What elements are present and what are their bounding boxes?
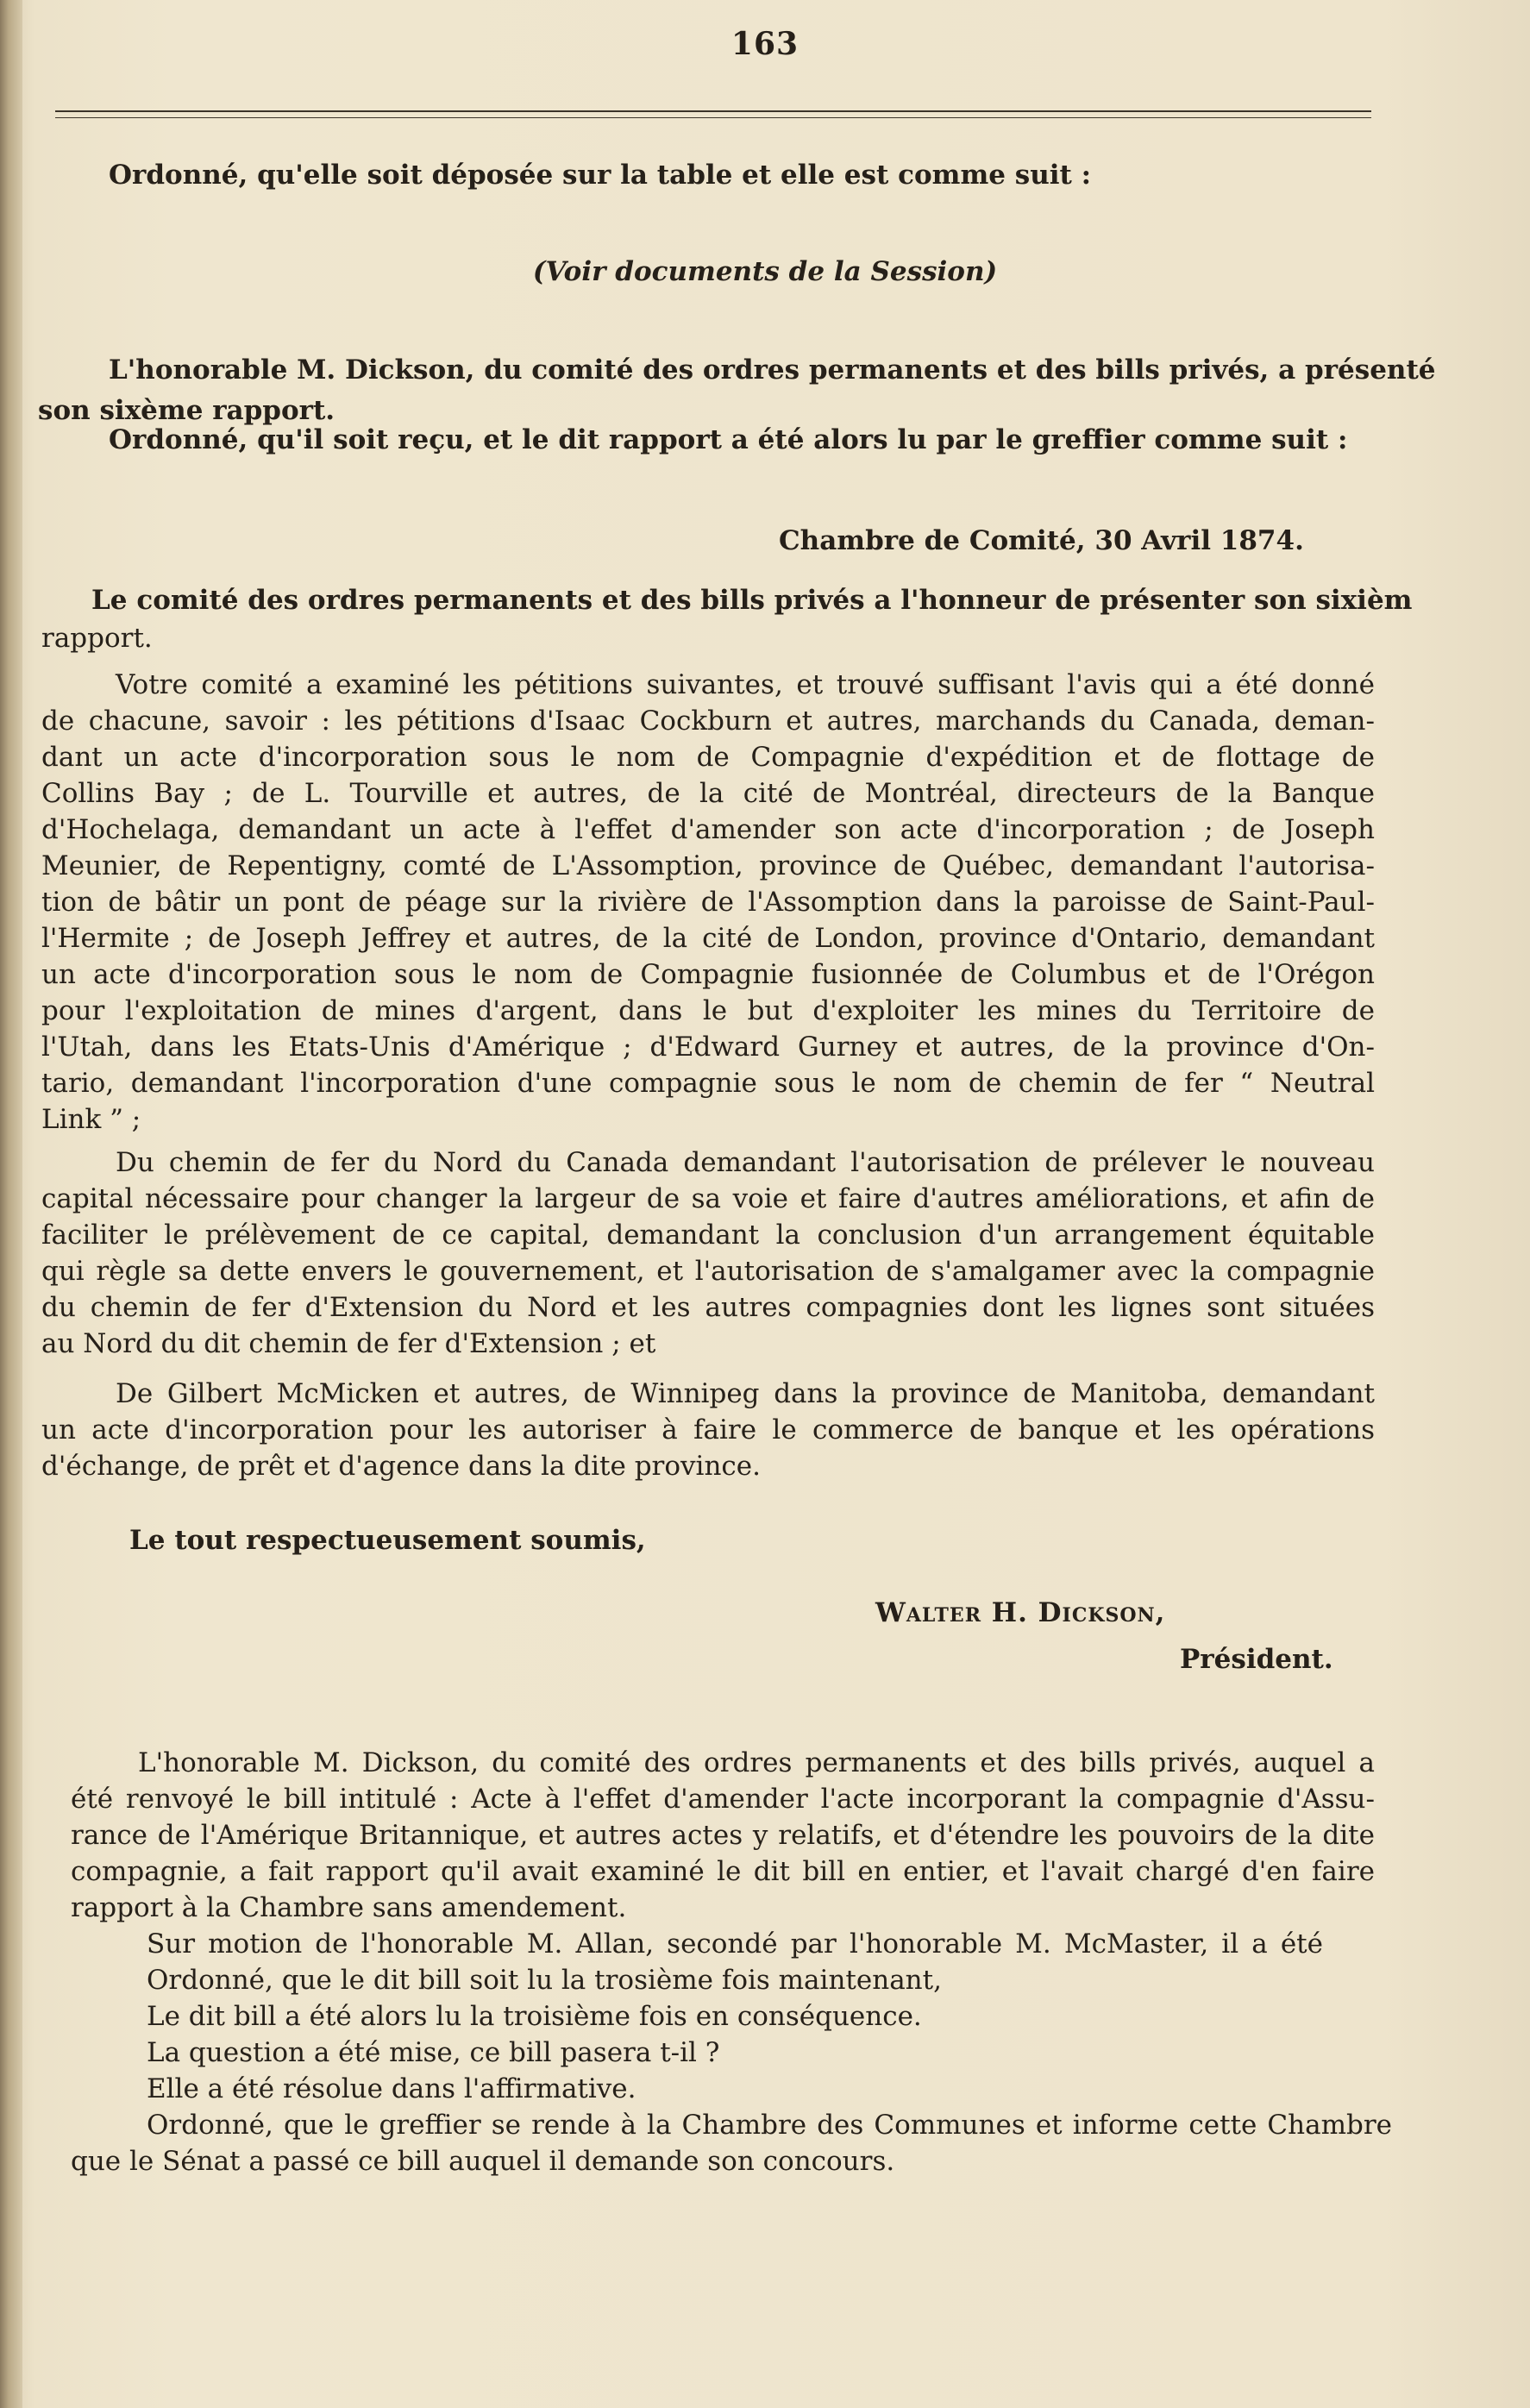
text-line-l18: pour l'exploitation de mines d'argent, dans le but d'exploiter les mines du Territoire de [41, 995, 1375, 1026]
text-line-l33: Président. [1180, 1644, 1333, 1675]
text-line-l43: Elle a été résolue dans l'affirmative. [147, 2073, 636, 2104]
header-rule-top [55, 110, 1371, 112]
header-rule-bottom [55, 117, 1371, 118]
page-number: 163 [731, 26, 799, 62]
text-line-l38: rapport à la Chambre sans amendement. [71, 1892, 627, 1923]
text-line-l07: Le comité des ordres permanents et des bills privés a l'honneur de présenter son sixièm [91, 585, 1413, 616]
text-line-l16: l'Hermite ; de Joseph Jeffrey et autres, de la cité de London, province d'Ontario, demandant [41, 923, 1375, 954]
text-line-l20: tario, demandant l'incorporation d'une compagnie sous le nom de chemin de fer “ Neutral [41, 1068, 1375, 1099]
text-line-l28: De Gilbert McMicken et autres, de Winnipeg dans la province de Manitoba, demandant [116, 1378, 1375, 1409]
text-line-l27: au Nord du dit chemin de fer d'Extension ; et [41, 1328, 656, 1359]
text-line-l21: Link ” ; [41, 1104, 141, 1135]
text-line-l10: de chacune, savoir : les pétitions d'Isaac Cockburn et autres, marchands du Canada, deman- [41, 705, 1375, 737]
text-line-l32: Walter H. Dickson, [875, 1597, 1166, 1628]
text-line-l09: Votre comité a examiné les pétitions suivantes, et trouvé suffisant l'avis qui a été donné [116, 669, 1375, 700]
text-line-l12: Collins Bay ; de L. Tourville et autres, de la cité de Montréal, directeurs de la Banque [41, 778, 1375, 809]
text-line-l26: du chemin de fer d'Extension du Nord et les autres compagnies dont les lignes sont situées [41, 1292, 1375, 1323]
text-line-l44: Ordonné, que le greffier se rende à la Chambre des Communes et informe cette Chambre [147, 2110, 1392, 2141]
text-line-l29: un acte d'incorporation pour les autoriser à faire le commerce de banque et les opérations [41, 1414, 1375, 1445]
text-line-l02: (Voir documents de la Session) [532, 256, 998, 287]
text-line-l08: rapport. [41, 623, 153, 654]
text-line-l25: qui règle sa dette envers le gouvernement, et l'autorisation de s'amalgamer avec la compagnie [41, 1256, 1375, 1287]
text-line-l14: Meunier, de Repentigny, comté de L'Assomption, province de Québec, demandant l'autorisa- [41, 850, 1375, 881]
binding-edge [0, 0, 22, 2408]
text-line-l13: d'Hochelaga, demandant un acte à l'effet d'amender son acte d'incorporation ; de Joseph [41, 814, 1375, 845]
text-line-l11: dant un acte d'incorporation sous le nom de Compagnie d'expédition et de flottage de [41, 742, 1375, 773]
text-line-l15: tion de bâtir un pont de péage sur la rivière de l'Assomption dans la paroisse de Saint-Paul- [41, 887, 1375, 918]
text-line-l04: son sixème rapport. [38, 395, 335, 426]
text-line-l35: été renvoyé le bill intitulé : Acte à l'effet d'amender l'acte incorporant la compagnie d'Assu- [71, 1784, 1375, 1815]
text-line-l31: Le tout respectueusement soumis, [129, 1525, 646, 1556]
text-line-l17: un acte d'incorporation sous le nom de Compagnie fusionnée de Columbus et de l'Orégon [41, 959, 1375, 990]
text-line-l23: capital nécessaire pour changer la largeur de sa voie et faire d'autres améliorations, et afin de [41, 1183, 1375, 1214]
text-line-l37: compagnie, a fait rapport qu'il avait examiné le dit bill en entier, et l'avait chargé d'en faire [71, 1856, 1375, 1887]
text-line-l45: que le Sénat a passé ce bill auquel il demande son concours. [71, 2146, 895, 2177]
text-line-l40: Ordonné, que le dit bill soit lu la trosième fois maintenant, [147, 1965, 942, 1996]
text-line-l42: La question a été mise, ce bill pasera t-il ? [147, 2037, 720, 2068]
text-line-l01: Ordonné, qu'elle soit déposée sur la table et elle est comme suit : [109, 160, 1092, 191]
text-line-l30: d'échange, de prêt et d'agence dans la dite province. [41, 1451, 761, 1482]
text-line-l22: Du chemin de fer du Nord du Canada demandant l'autorisation de prélever le nouveau [116, 1147, 1375, 1178]
text-line-l41: Le dit bill a été alors lu la troisième fois en conséquence. [147, 2001, 922, 2032]
text-line-l24: faciliter le prélèvement de ce capital, demandant la conclusion d'un arrangement équitable [41, 1220, 1375, 1251]
text-line-l06: Chambre de Comité, 30 Avril 1874. [779, 525, 1304, 556]
text-line-l39: Sur motion de l'honorable M. Allan, secondé par l'honorable M. McMaster, il a été [147, 1928, 1323, 1960]
text-line-l19: l'Utah, dans les Etats-Unis d'Amérique ; d'Edward Gurney et autres, de la province d'On- [41, 1032, 1375, 1063]
text-line-l05: Ordonné, qu'il soit reçu, et le dit rapport a été alors lu par le greffier comme suit : [109, 424, 1348, 455]
text-line-l03: L'honorable M. Dickson, du comité des ordres permanents et des bills privés, a présenté [109, 354, 1436, 386]
text-line-l36: rance de l'Amérique Britannique, et autres actes y relatifs, et d'étendre les pouvoirs de la dite [71, 1820, 1375, 1851]
text-line-l34: L'honorable M. Dickson, du comité des ordres permanents et des bills privés, auquel a [138, 1747, 1375, 1778]
